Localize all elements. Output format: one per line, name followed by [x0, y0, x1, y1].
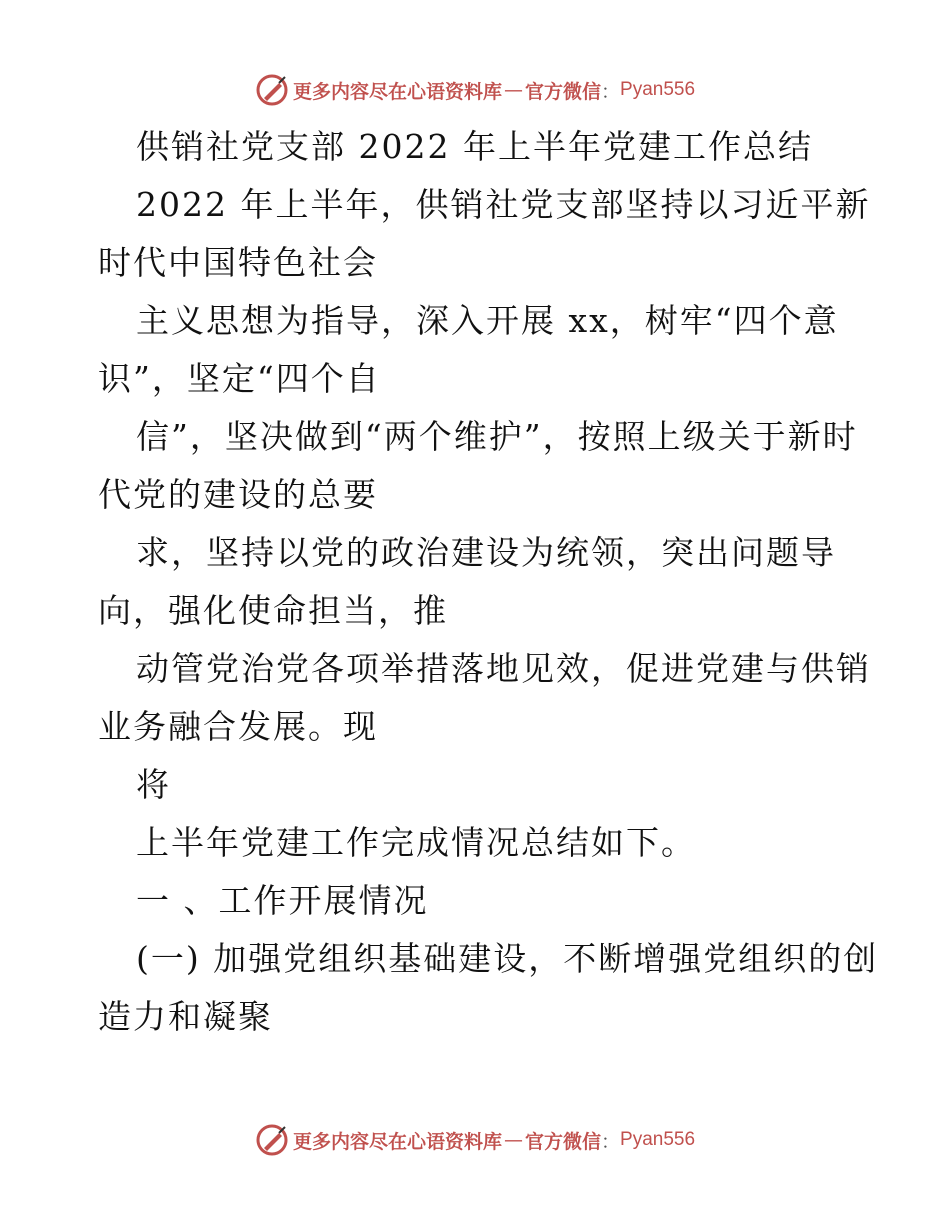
document-body — [98, 118, 879, 1046]
footer-banner — [0, 1120, 950, 1160]
banner-dash: — — [503, 79, 523, 101]
doc-line: 识”，坚定“四个自 — [98, 359, 381, 398]
doc-line: 2022 年上半年，供销社党支部坚持以习近平新 — [136, 185, 871, 224]
banner-brand: 更多内容尽在心语资料库 — [292, 80, 502, 103]
doc-line: 造力和凝聚 — [98, 997, 273, 1036]
doc-line: 求，坚持以党的政治建设为统领，突出问题导 — [136, 533, 836, 572]
doc-line: 时代中国特色社会 — [98, 243, 378, 282]
header-banner — [0, 70, 950, 110]
section-heading: 一 、工作开展情况 — [136, 881, 429, 920]
doc-line: 上半年党建工作完成情况总结如下。 — [136, 823, 696, 862]
doc-line: 向，强化使命担当，推 — [98, 591, 448, 630]
subsection-heading: (一) 加强党组织基础建设，不断增强党组织的创 — [136, 939, 879, 978]
banner-brand: 更多内容尽在心语资料库 — [292, 1130, 502, 1153]
banner-wechat-id: Pyan556 — [620, 1129, 696, 1150]
doc-line: 信”，坚决做到“两个维护”，按照上级关于新时 — [136, 417, 858, 456]
doc-line: 代党的建设的总要 — [98, 475, 378, 514]
doc-line: 将 — [136, 765, 171, 804]
quill-circle-icon — [255, 73, 289, 107]
doc-line: 主义思想为指导，深入开展 xx，树牢“四个意 — [136, 301, 839, 340]
banner-sep: ： — [601, 1130, 621, 1153]
doc-line: 业务融合发展。现 — [98, 707, 378, 746]
quill-circle-icon — [255, 1123, 289, 1157]
banner-dash: — — [503, 1129, 523, 1151]
doc-title: 供销社党支部 2022 年上半年党建工作总结 — [136, 127, 813, 166]
banner-label: 官方微信 — [524, 1130, 601, 1153]
banner-sep: ： — [601, 80, 621, 103]
banner-wechat-id: Pyan556 — [620, 79, 696, 100]
doc-line: 动管党治党各项举措落地见效，促进党建与供销 — [136, 649, 871, 688]
banner-label: 官方微信 — [524, 80, 601, 103]
